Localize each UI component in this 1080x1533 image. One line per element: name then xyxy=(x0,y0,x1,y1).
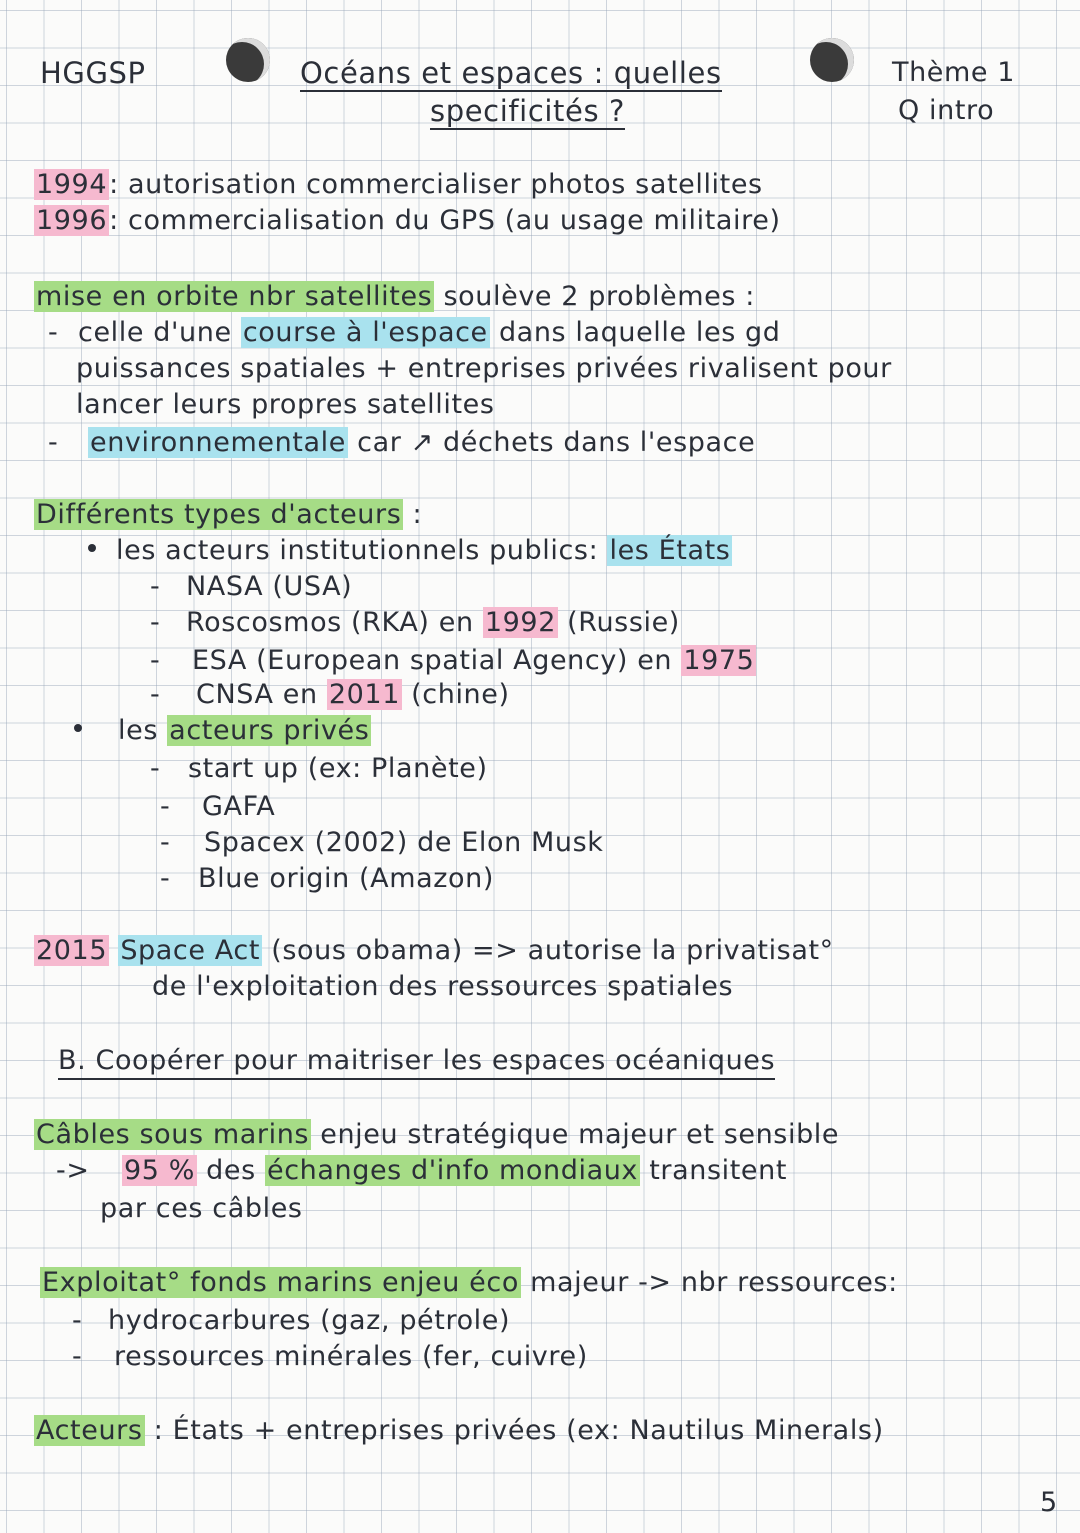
exploit-item-hydrocarbures: hydrocarbures (gaz, pétrole) xyxy=(108,1305,511,1336)
problem-1-line2: puissances spatiales + entreprises privées rivalisent pour xyxy=(76,353,892,384)
date-line-1994: 1994: autorisation commercialiser photos satellites xyxy=(36,169,763,200)
list-item-dash: - xyxy=(160,863,171,894)
list-item-dash: - xyxy=(150,645,161,676)
cables-line2: 95 % des échanges d'info mondiaux transitent xyxy=(124,1155,788,1186)
public-actor-esa: ESA (European spatial Agency) en 1975 xyxy=(192,645,755,676)
cables-line1: Câbles sous marins enjeu stratégique majeur et sensible xyxy=(36,1119,840,1150)
bullet-dot xyxy=(88,544,96,552)
subject-label: HGGSP xyxy=(40,56,146,90)
private-actor-gafa: GAFA xyxy=(202,791,276,822)
question-label: Q intro xyxy=(898,95,995,126)
orbit-heading: mise en orbite nbr satellites soulève 2 problèmes : xyxy=(36,281,755,312)
theme-label: Thème 1 xyxy=(892,57,1016,88)
problem-2: environnementale car ↗ déchets dans l'espace xyxy=(90,427,756,458)
list-item-dash: - xyxy=(150,753,161,784)
list-item-dash: - xyxy=(72,1305,83,1336)
binder-hole-left xyxy=(226,38,270,82)
year-highlight: 1996 xyxy=(36,205,108,236)
exploit-heading: Exploitat° fonds marins enjeu éco majeur -> nbr ressources: xyxy=(42,1267,898,1298)
cables-line3: par ces câbles xyxy=(100,1193,303,1224)
problem-1-line1: celle d'une course à l'espace dans laquelle les gd xyxy=(78,317,781,348)
bullet-dot xyxy=(74,724,82,732)
private-actor-spacex: Spacex (2002) de Elon Musk xyxy=(204,827,604,858)
section-b-title: B. Coopérer pour maitriser les espaces océaniques xyxy=(58,1044,775,1080)
list-item-dash: - xyxy=(150,679,161,710)
private-actor-blue-origin: Blue origin (Amazon) xyxy=(198,863,494,894)
problem-1-line3: lancer leurs propres satellites xyxy=(76,389,495,420)
date-line-1996: 1996: commercialisation du GPS (au usage militaire) xyxy=(36,205,781,236)
problem-2-dash: - xyxy=(48,427,59,458)
page-title-line1: Océans et espaces : quelles xyxy=(300,56,722,90)
acteurs-line: Acteurs : États + entreprises privées (ex: Nautilus Minerals) xyxy=(36,1415,884,1446)
space-act-line1: 2015 Space Act (sous obama) => autorise la privatisat° xyxy=(36,935,834,966)
year-highlight: 1994 xyxy=(36,169,108,200)
page-title-line2: specificités ? xyxy=(430,94,625,128)
exploit-item-minerales: ressources minérales (fer, cuivre) xyxy=(114,1341,588,1372)
list-item-dash: - xyxy=(72,1341,83,1372)
page-number: 5 xyxy=(1040,1487,1058,1518)
space-act-line2: de l'exploitation des ressources spatiales xyxy=(152,971,734,1002)
list-item-dash: - xyxy=(160,827,171,858)
binder-hole-right xyxy=(810,38,854,82)
list-item-dash: - xyxy=(150,571,161,602)
problem-1-dash: - xyxy=(48,317,59,348)
private-actors-line: les acteurs privés xyxy=(118,715,370,746)
public-actors-line: les acteurs institutionnels publics: les États xyxy=(116,535,731,566)
public-actor-roscosmos: Roscosmos (RKA) en 1992 (Russie) xyxy=(186,607,680,638)
private-actor-startup: start up (ex: Planète) xyxy=(188,753,488,784)
actors-heading: Différents types d'acteurs : xyxy=(36,499,423,530)
public-actor-cnsa: CNSA en 2011 (chine) xyxy=(196,679,510,710)
list-item-dash: - xyxy=(150,607,161,638)
list-item-dash: - xyxy=(160,791,171,822)
cables-arrow: -> xyxy=(56,1155,90,1186)
public-actor-nasa: NASA (USA) xyxy=(186,571,353,602)
